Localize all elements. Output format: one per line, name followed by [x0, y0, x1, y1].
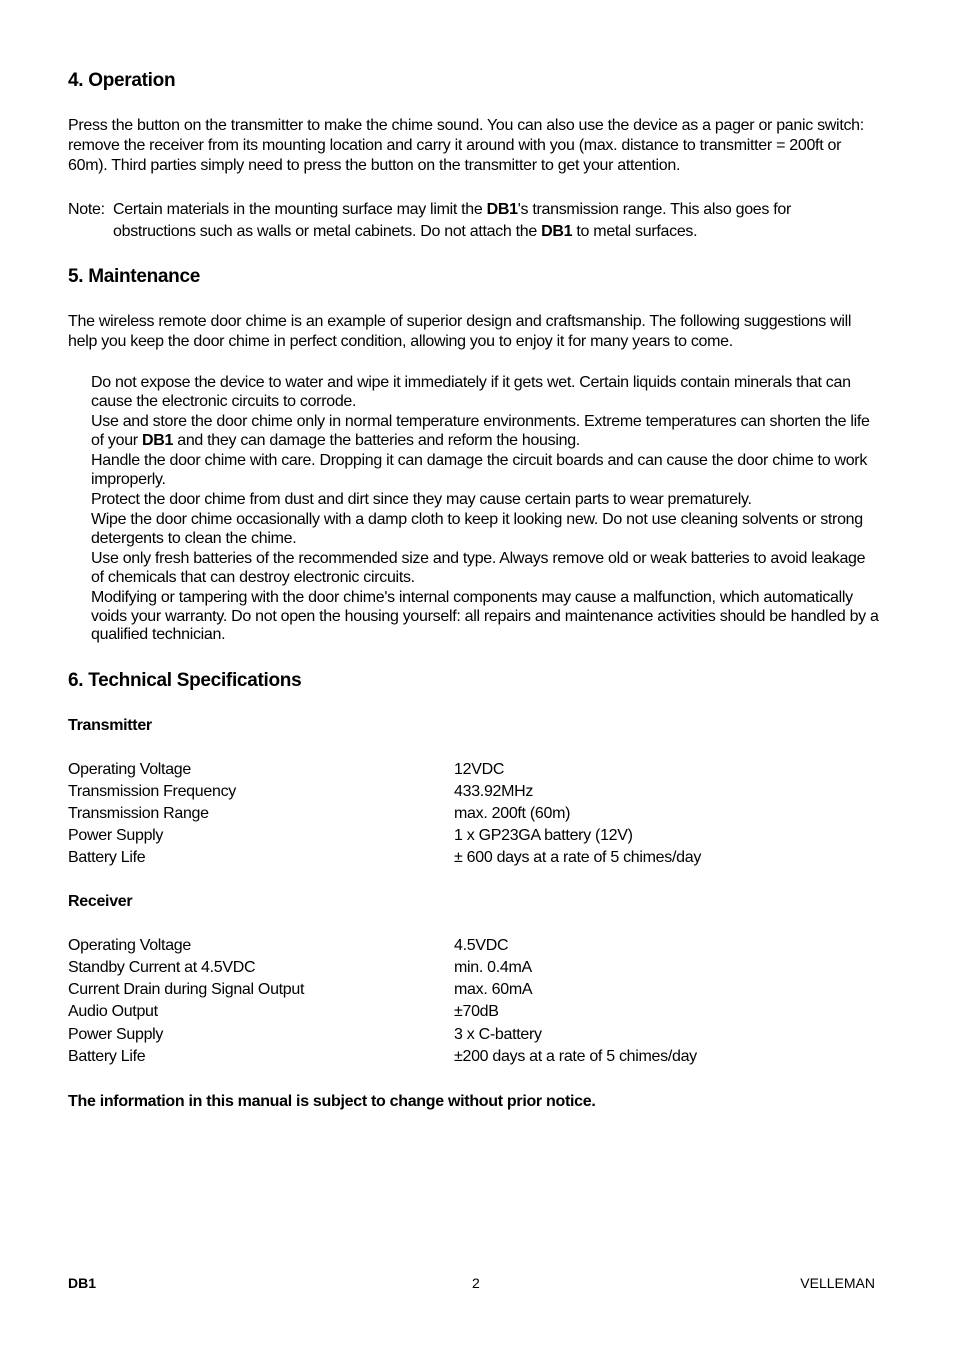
spec-label: Operating Voltage [68, 937, 191, 954]
spec-value: max. 200ft (60m) [454, 805, 571, 822]
maintenance-item: Wipe the door chime occasionally with a damp cloth to keep it looking new. Do not use cleaning solvents or strong detergents to clean the chime. [91, 511, 863, 547]
maintenance-intro: The wireless remote door chime is an example of superior design and craftsmanship. The following suggestions will help you keep the door chime in perfect condition, allowing you to enjoy it for many years to come. [68, 313, 852, 350]
spec-value: 3 x C-battery [454, 1026, 542, 1043]
item-text: and they can damage the batteries and reform the housing. [173, 431, 580, 449]
spec-label: Power Supply [68, 1026, 164, 1043]
spec-value: ±200 days at a rate of 5 chimes/day [454, 1048, 697, 1065]
notice: The information in this manual is subject to change without prior notice. [68, 1093, 596, 1110]
operation-paragraph: Press the button on the transmitter to make the chime sound. You can also use the device as a pager or panic switch: remove the receiver from its mounting location and carry it around with you (max. distance to transmitter = 200ft or 60m). Third parties simply need to press the button on the transmitter to get your attention. [68, 117, 864, 174]
footer-right: VELLEMAN [800, 1275, 875, 1291]
spec-value: 4.5VDC [454, 937, 509, 954]
section-heading-specs: 6. Technical Specifications [68, 670, 302, 691]
note-text: obstructions such as walls or metal cabinets. Do not attach the [113, 223, 542, 240]
section-heading-maintenance: 5. Maintenance [68, 266, 201, 287]
note-label: Note: [68, 201, 105, 218]
spec-label: Power Supply [68, 827, 164, 844]
spec-label: Audio Output [68, 1003, 158, 1020]
maintenance-item [91, 413, 881, 450]
section-heading-operation: 4. Operation [68, 70, 176, 91]
item-text: Use and store the door chime only in normal temperature environments. Extreme temperatures can shorten the life of your [91, 413, 870, 449]
spec-label: Transmission Range [68, 805, 209, 822]
maintenance-item: Do not expose the device to water and wipe it immediately if it gets wet. Certain liquids contain minerals that can cause the electronic circuits to corrode. [91, 374, 851, 410]
maintenance-item: Use only fresh batteries of the recommended size and type. Always remove old or weak batteries to avoid leakage of chemicals that can destroy electronic circuits. [91, 550, 866, 586]
product-code: DB1 [141, 431, 174, 449]
spec-label: Battery Life [68, 849, 146, 866]
spec-value: 12VDC [454, 761, 505, 778]
maintenance-item: Handle the door chime with care. Dropping it can damage the circuit boards and can cause the door chime to work improperly. [91, 452, 868, 488]
footer-left: DB1 [68, 1275, 97, 1291]
operation-note [68, 200, 878, 242]
note-text: 's transmission range. This also goes for [517, 201, 792, 218]
spec-label: Operating Voltage [68, 761, 191, 778]
spec-label: Current Drain during Signal Output [68, 981, 305, 998]
spec-value: ±70dB [454, 1003, 499, 1020]
spec-label: Battery Life [68, 1048, 146, 1065]
spec-label: Standby Current at 4.5VDC [68, 959, 256, 976]
spec-label: Transmission Frequency [68, 783, 236, 800]
note-text: to metal surfaces. [572, 223, 698, 240]
note-text: Certain materials in the mounting surface may limit the [113, 201, 487, 218]
product-code: DB1 [486, 201, 518, 218]
receiver-title: Receiver [68, 893, 133, 910]
spec-value: 433.92MHz [454, 783, 534, 800]
page-number: 2 [472, 1275, 480, 1291]
spec-value: max. 60mA [454, 981, 533, 998]
spec-value: min. 0.4mA [454, 959, 532, 976]
product-code: DB1 [541, 223, 573, 240]
maintenance-item: Modifying or tampering with the door chime's internal components may cause a malfunction, which automatically voids your warranty. Do not open the housing yourself: all repairs and maintenance activities should be handled by a qualified technician. [91, 589, 879, 643]
maintenance-item: Protect the door chime from dust and dirt since they may cause certain parts to wear prematurely. [91, 491, 752, 508]
spec-value: 1 x GP23GA battery (12V) [454, 827, 633, 844]
transmitter-title: Transmitter [68, 717, 152, 734]
spec-value: ± 600 days at a rate of 5 chimes/day [454, 849, 702, 866]
